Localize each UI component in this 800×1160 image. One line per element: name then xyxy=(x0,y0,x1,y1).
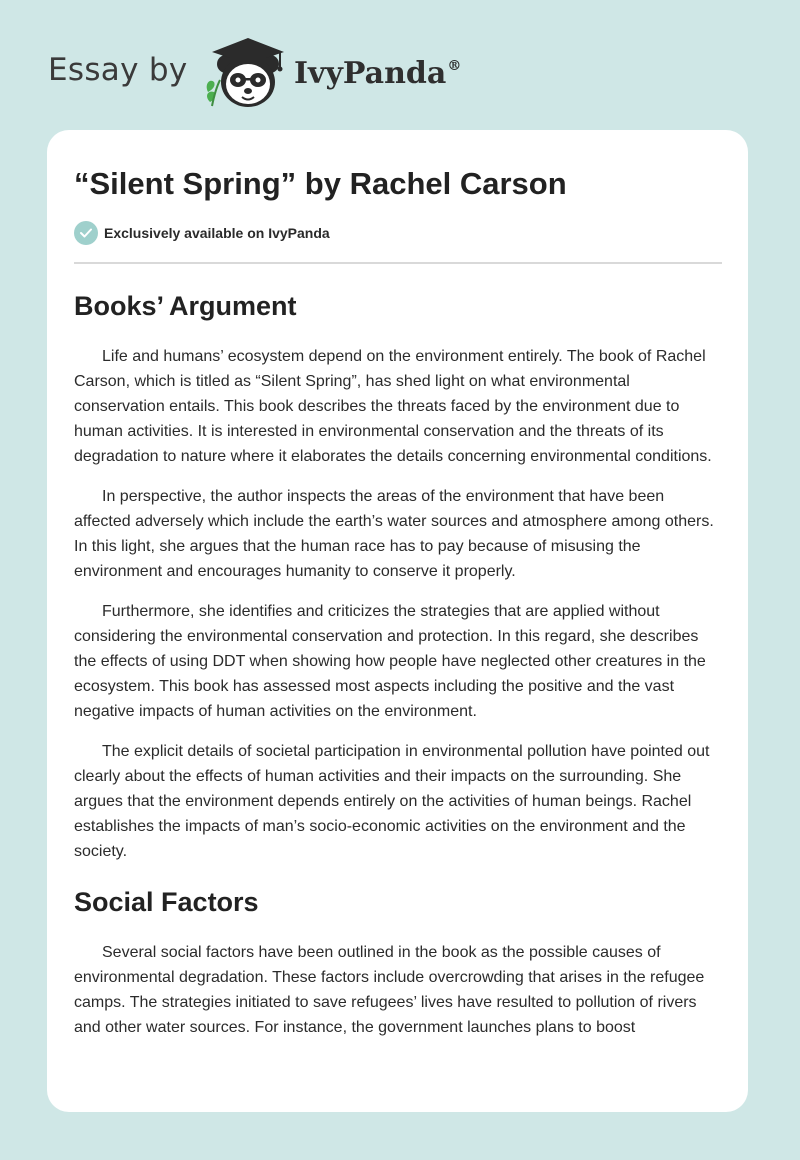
essay-title: “Silent Spring” by Rachel Carson xyxy=(74,166,567,201)
section-heading: Books’ Argument xyxy=(74,291,297,321)
paragraph: Furthermore, she identifies and criticizes the strategies that are applied without considering the environmental conservation and protection. In this regard, she describes the effects of using DDT when showing how people have neglected other creatures in the ecosystem. This book has assessed most aspects including the positive and the vast negative impacts of human activities on the environment. xyxy=(74,603,706,720)
site-header xyxy=(48,30,548,110)
section-heading: Social Factors xyxy=(74,887,259,917)
exclusive-badge-text: Exclusively available on IvyPanda xyxy=(104,225,330,241)
paragraph: Life and humans’ ecosystem depend on the environment entirely. The book of Rachel Carson, which is titled as “Silent Spring”, has shed light on what environmental conservation entails. This book describes the threats faced by the environment due to human activities. It is interested in environmental conservation and the threats of its degradation to nature where it elaborates the details concerning environmental conditions. xyxy=(74,348,712,465)
paragraph: The explicit details of societal participation in environmental pollution have pointed out clearly about the effects of human activities and their impacts on the surrounding. She argues that the environment depends entirely on the activities of human beings. Rachel establishes the impacts of man’s socio-economic activities on the environment and the society. xyxy=(74,743,710,860)
paragraph: In perspective, the author inspects the areas of the environment that have been affected adversely which include the earth’s water sources and atmosphere among others. In this light, she argues that the human race has to pay because of misusing the environment and encourages humanity to conserve it properly. xyxy=(74,488,714,580)
paragraph: Several social factors have been outlined in the book as the possible causes of environmental degradation. These factors include overcrowding that arises in the refugee camps. The strategies initiated to save refugees’ lives have resulted to pollution of rivers and other water sources. For instance, the government launches plans to boost xyxy=(74,944,705,1036)
exclusive-badge xyxy=(74,220,722,246)
title-divider xyxy=(74,262,722,264)
check-circle-icon xyxy=(74,221,98,245)
essay-card xyxy=(47,130,748,1112)
section-social-factors xyxy=(74,886,722,1040)
brand-label: IvyPanda xyxy=(294,56,447,91)
panda-graduation-cap-logo-icon[interactable] xyxy=(200,34,290,110)
brand-name[interactable] xyxy=(294,56,461,91)
essay-by-label: Essay by xyxy=(48,52,188,88)
registered-mark: ® xyxy=(447,58,462,74)
section-books-argument xyxy=(74,290,722,864)
